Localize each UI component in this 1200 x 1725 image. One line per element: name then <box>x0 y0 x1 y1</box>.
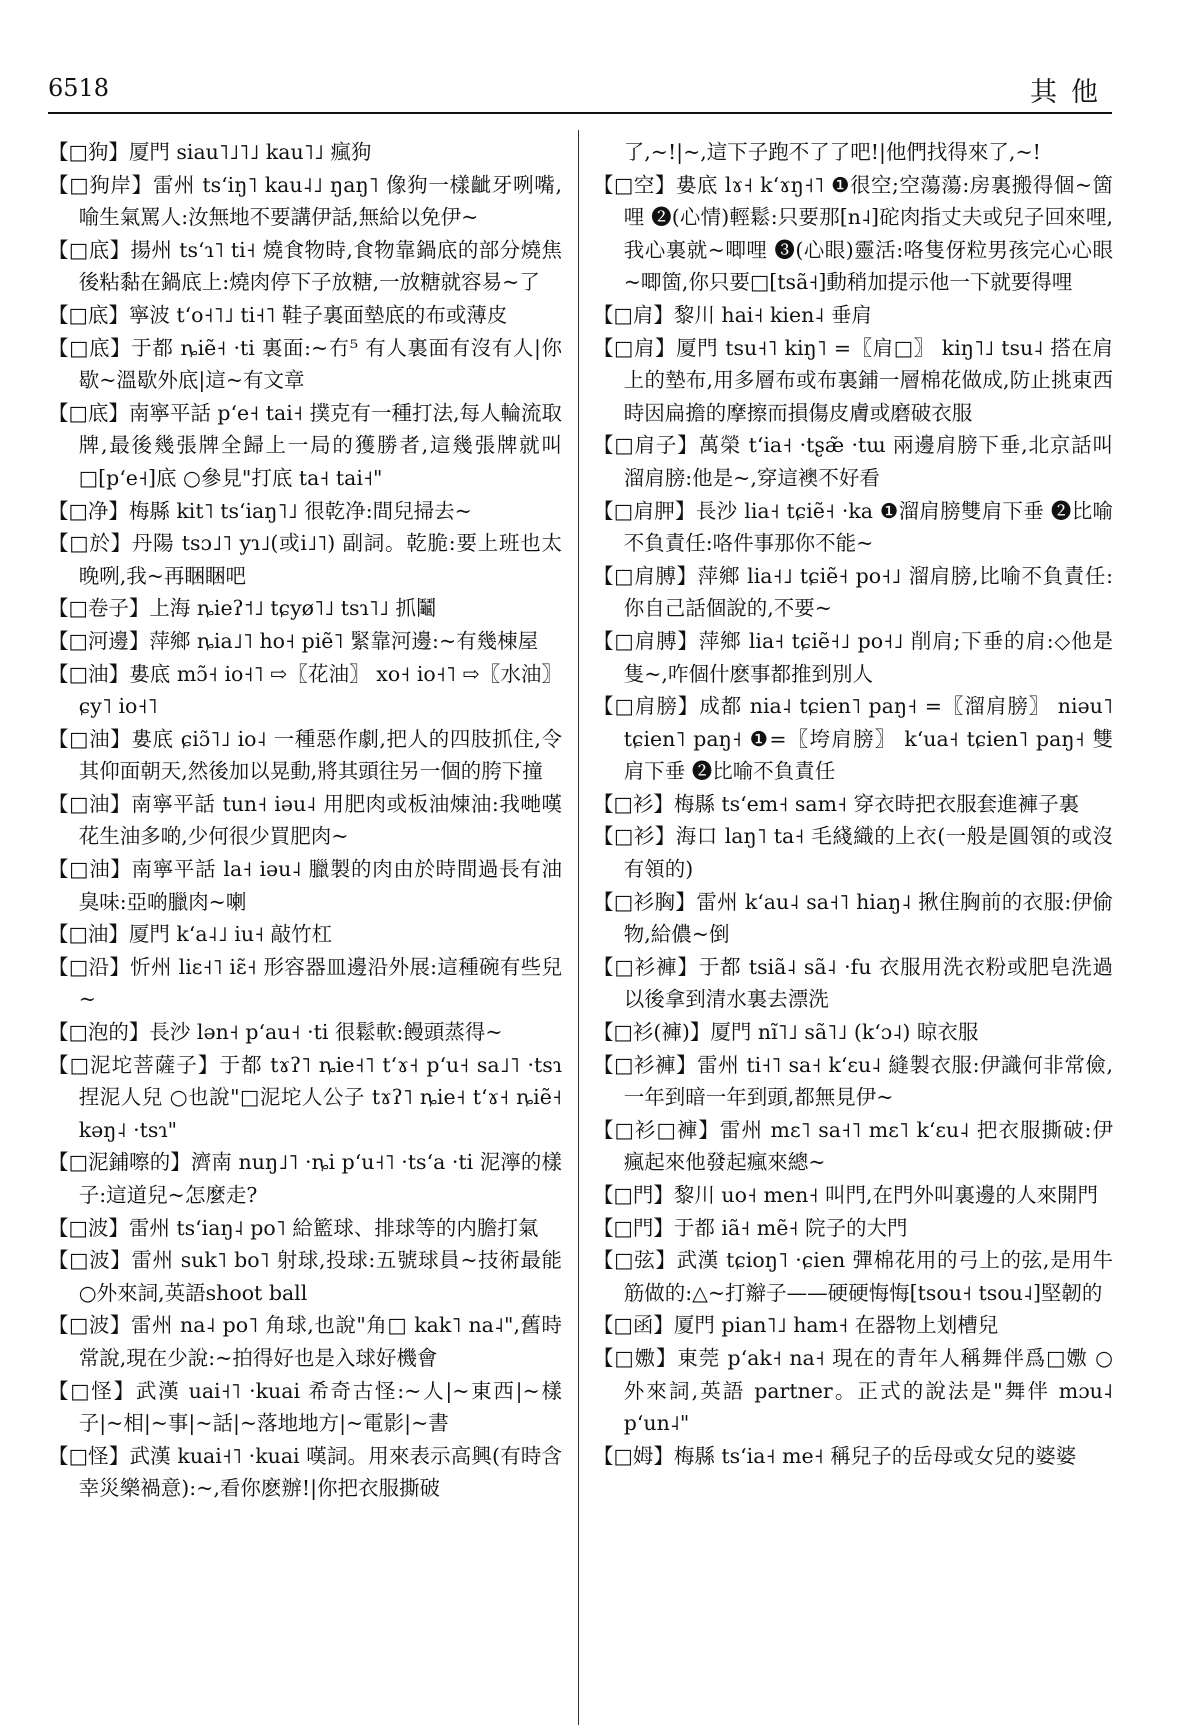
dictionary-entry: 【□狗】厦門 siau˥˩˥˩ kau˥˩ 瘋狗 <box>48 140 372 164</box>
dictionary-entry: 【□肩膊】萍鄉 lia˧˩ tɕiẽ˧ po˧˩ 溜肩膀,比喻不負責任:你自己話個說的,不要~ <box>593 563 1113 621</box>
dictionary-entry: 【□衫褲】于都 tsiã˨ sã˨ ·fu 衣服用洗衣粉或肥皂洗過以後拿到清水裏去漂洗 <box>593 954 1113 1012</box>
dictionary-entry: 【□波】雷州 tsʻiaŋ˨ po˥ 給籃球、排球等的内膽打氣 <box>48 1215 539 1240</box>
dictionary-entry: 【□沿】忻州 liɛ˧˥ iɛ̃˧ 形容器皿邊沿外展:這種碗有些兒~ <box>48 954 562 1012</box>
dictionary-entry: 【□肩子】萬榮 tʻia˧ ·tʂæ̃ ·tɯ 兩邊肩膀下垂,北京話叫溜肩膀:他是~,穿這襖不好看 <box>593 433 1113 490</box>
dictionary-entry: 【□衫□褲】雷州 mɛ˥ sa˧˥ mɛ˥ kʻɛu˨ 把衣服撕破:伊瘋起來他發起瘋來總~ <box>593 1117 1113 1175</box>
dictionary-entry: 【□油】南寧平話 la˧ iəu˨ 臘製的肉由於時間過長有油臭味:亞啲臘肉~喇 <box>48 857 562 914</box>
dictionary-entry: 【□油】婁底 mɔ̃˧ io˧˥ ⇨〖花油〗 xo˧ io˧˥ ⇨〖水油〗 ɕy˥ io˧˥ <box>48 661 562 719</box>
dictionary-entry: 【□姆】梅縣 tsʻia˧ me˧ 稱兒子的岳母或女兒的婆婆 <box>593 1443 1077 1468</box>
left-column <box>48 136 562 1505</box>
dictionary-entry: 【□净】梅縣 kit˥ tsʻiaŋ˥˩ 很乾净:間兒掃去~ <box>48 498 472 523</box>
dictionary-entry: 【□泥坨菩薩子】于都 tɤʔ˥ ȵie˧˥ tʻɤ˧ pʻu˧ sa˩˥ ·tsɿ 捏泥人兒 ○也說"□泥坨人公子 tɤʔ˥ ȵie˧ tʻɤ˧ ȵiẽ˧ kəŋ˨ ·tsɿ" <box>48 1052 562 1142</box>
dictionary-entry: 【□油】厦門 kʻa˨˩ iu˧ 敲竹杠 <box>48 922 333 947</box>
page-number: 6518 <box>48 74 110 102</box>
column-divider <box>578 130 579 1725</box>
dictionary-entry: 【□嫐】東莞 pʻak˧ na˧ 現在的青年人稱舞伴爲□嫐 ○外來詞,英語 partner。正式的說法是"舞伴 mɔu˨ pʻun˨" <box>593 1345 1113 1436</box>
entry-continuation: 了,~!|~,這下子跑不了了吧!|他們找得來了,~! <box>623 140 1041 164</box>
dictionary-entry: 【□空】婁底 lɤ˧ kʻɤŋ˧˥ ❶很空;空蕩蕩:房裏搬得個~箇哩 ❷(心情)輕鬆:只要那[n˨]砣肉指丈夫或兒子回來哩,我心裏就~唧哩 ❸(心眼)靈活:咯隻伢粒男孩完心心眼~唧箇,你只要□[tsã˧]動稍加提示他一下就要得哩 <box>593 172 1113 295</box>
dictionary-entry: 【□肩膊】萍鄉 lia˧ tɕiẽ˧˩ po˧˩ 削肩;下垂的肩:◇他是隻~,咋個什麽事都推到別人 <box>593 628 1113 686</box>
dictionary-entry: 【□門】黎川 uo˧ men˧ 叫門,在門外叫裏邊的人來開門 <box>593 1183 1098 1207</box>
dictionary-entry: 【□泥鋪嚓的】濟南 nuŋ˩˥ ·ȵi pʻu˧˥ ·tsʻa ·ti 泥濘的樣子:這道兒~怎麼走? <box>48 1150 562 1207</box>
dictionary-entry: 【□油】婁底 ɕiɔ̃˥˩ io˨ 一種惡作劇,把人的四肢抓住,令其仰面朝天,然後加以晃動,將其頭往另一個的胯下撞 <box>48 726 562 784</box>
dictionary-entry: 【□怪】武漢 uai˧˥ ·kuai 希奇古怪:~人|~東西|~樣子|~相|~事|~話|~落地地方|~電影|~書 <box>48 1378 562 1436</box>
page-header <box>48 70 1112 114</box>
dictionary-entry: 【□衫】海口 laŋ˥ ta˧ 毛綫織的上衣(一般是圓領的或沒有領的) <box>593 824 1113 882</box>
dictionary-entry: 【□肩胛】長沙 lia˧ tɕiẽ˧ ·ka ❶溜肩膀雙肩下垂 ❷比喻不負責任:咯件事那你不能~ <box>593 498 1113 556</box>
dictionary-entry: 【□肩】厦門 tsu˧˥ kiŋ˥ =〖肩□〗 kiŋ˥˩ tsu˨ 搭在肩上的墊布,用多層布或布裏鋪一層棉花做成,防止挑東西時因扁擔的摩擦而損傷皮膚或磨破衣服 <box>593 335 1113 425</box>
dictionary-entry: 【□波】雷州 suk˥ bo˥ 射球,投球:五號球員~技術最能 ○外來詞,英語shoot ball <box>48 1248 562 1305</box>
right-column <box>593 136 1113 1472</box>
dictionary-entry: 【□底】寧波 tʻo˧˥˩ ti˧˥ 鞋子裏面墊底的布或薄皮 <box>48 302 508 327</box>
dictionary-entry: 【□油】南寧平話 tun˧ iəu˨ 用肥肉或板油煉油:我哋嘆花生油多啲,少何很少買肥肉~ <box>48 791 562 849</box>
dictionary-entry: 【□河邊】萍鄉 ȵia˩˥ ho˧ piẽ˥ 緊靠河邊:~有幾棟屋 <box>48 628 539 653</box>
dictionary-entry: 【□衫褲】雷州 ti˧˥ sa˧ kʻɛu˨ 縫製衣服:伊識何非常儉,一年到暗一年到頭,都無見伊~ <box>593 1052 1113 1110</box>
dictionary-entry: 【□肩】黎川 hai˧ kien˨ 垂肩 <box>593 302 872 327</box>
dictionary-entry: 【□卷子】上海 ȵieʔ˦˩ tɕyø˥˩ tsɿ˥˩ 抓鬮 <box>48 596 437 621</box>
dictionary-entry: 【□於】丹陽 tsɔ˩˥ yɿ˩(或i˩˥) 副詞。乾脆:要上班也太晚咧,我~再睏睏吧 <box>48 531 562 588</box>
section-title: 其他 <box>1030 77 1112 108</box>
dictionary-entry: 【□衫】梅縣 tsʻem˧ sam˧ 穿衣時把衣服套進褲子裏 <box>593 791 1080 816</box>
dictionary-entry: 【□底】揚州 tsʻɿ˥ ti˧ 燒食物時,食物靠鍋底的部分燒焦後粘黏在鍋底上:燒肉停下子放糖,一放糖就容易~了 <box>48 237 562 295</box>
dictionary-entry: 【□狗岸】雷州 tsʻiŋ˥ kau˨˩ ŋaŋ˥ 像狗一樣齜牙咧嘴,喻生氣罵人:汝無地不要講伊話,無給以免伊~ <box>48 172 562 230</box>
dictionary-entry: 【□衫胸】雷州 kʻau˨ sa˧˥ hiaŋ˨ 揪住胸前的衣服:伊偷物,給儂~倒 <box>593 889 1113 947</box>
dictionary-entry: 【□函】厦門 pian˥˩ ham˧ 在器物上划槽兒 <box>593 1313 999 1338</box>
dictionary-entry: 【□底】南寧平話 pʻe˧ tai˧ 撲克有一種打法,每人輪流取牌,最後幾張牌全歸上一局的獲勝者,這幾張牌就叫□[pʻe˧]底 ○參見"打底 ta˧ tai˧" <box>48 400 562 490</box>
dictionary-entry: 【□弦】武漢 tɕioŋ˥ ·ɕien 彈棉花用的弓上的弦,是用牛筋做的:△~打辮子——硬硬悔悔[tsou˧ tsou˨]堅韌的 <box>593 1248 1113 1305</box>
dictionary-entry: 【□泡的】長沙 lən˧ pʻau˧ ·ti 很鬆軟:饅頭蒸得~ <box>48 1020 503 1045</box>
dictionary-entry: 【□怪】武漢 kuai˧˥ ·kuai 嘆詞。用來表示高興(有時含幸災樂禍意):~,看你麽辦!|你把衣服撕破 <box>48 1443 562 1501</box>
dictionary-entry: 【□門】于都 iã˧ mẽ˧ 院子的大門 <box>593 1215 908 1240</box>
dictionary-entry: 【□衫(褲)】厦門 nĩ˥˩ sã˥˩ (kʻɔ˨) 晾衣服 <box>593 1020 979 1045</box>
dictionary-entry: 【□波】雷州 na˨ po˥ 角球,也說"角□ kak˥ na˨",舊時常說,現在少說:~拍得好也是入球好機會 <box>48 1313 562 1370</box>
dictionary-entry: 【□底】于都 ȵiẽ˧ ·ti 裏面:~冇⁵ 有人裏面有沒有人|你歇~溫歇外底|這~有文章 <box>48 335 562 393</box>
dictionary-entry: 【□肩膀】成都 nia˨ tɕien˥ paŋ˧ =〖溜肩膀〗 niəu˥ tɕien˥ paŋ˧ ❶=〖垮肩膀〗 kʻua˧ tɕien˥ paŋ˧ 雙肩下垂 ❷比喻不負責任 <box>593 694 1113 784</box>
